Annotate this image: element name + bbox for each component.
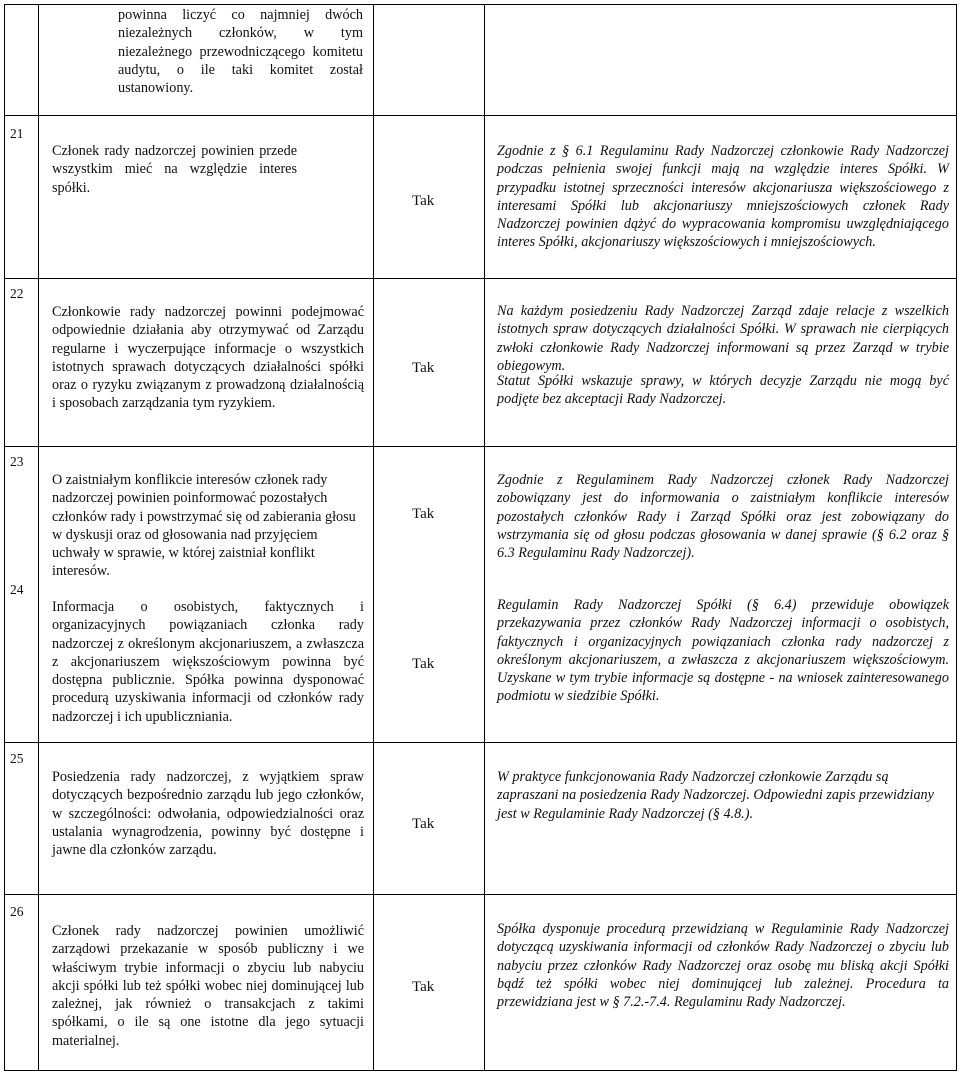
comment-text: Na każdym posiedzeniu Rady Nadzorczej Zarząd zdaje relacje z wszelkich istotnych spraw dotyczących działalności Spółki. W sprawach nie cierpiących zwłoki członkowie Rady Nadzorczej informowani są przez Zarząd w trybie obiegowym. — [497, 303, 949, 374]
row-number: 22 — [10, 286, 24, 301]
column-divider — [38, 4, 39, 1071]
compliance-status: Tak — [412, 360, 435, 376]
row-divider — [4, 446, 957, 447]
principle-text: Członkowie rady nadzorczej powinni podejmować odpowiednie działania aby otrzymywać od Zarządu regularne i wyczerpujące informacje o wszystkich istotnych sprawach dotyczących działalności spółki oraz o ryzyku związanym z prowadzoną działalnością i sposobach zarządzania tym ryzykiem. — [52, 304, 364, 412]
row-divider — [4, 742, 957, 743]
principle-text: O zaistniałym konflikcie interesów członek rady nadzorczej powinien poinformować pozostałych członków rady i powstrzymać się od zabierania głosu w dyskusji oraz od głosowania nad przyjęciem uchwały w sprawie, w której zaistniał konflikt interesów. — [52, 472, 356, 580]
comment-text: W praktyce funkcjonowania Rady Nadzorczej członkowie Zarządu są zapraszani na posiedzenia Rady Nadzorczej. Odpowiedni zapis przewidziany jest w Regulaminie Rady Nadzorczej (§ 4.8.). — [497, 769, 934, 822]
column-divider — [373, 4, 374, 1071]
principle-text: Informacja o osobistych, faktycznych i organizacyjnych powiązaniach członka rady nadzorczej z określonym akcjonariuszem, a zwłaszcza z akcjonariuszem większościowym powinna być dostępna publicznie. Spółka powinna dysponować procedurą uzyskiwania informacji od członków rady nadzorczej i ich upubliczniania. — [52, 599, 364, 725]
principle-text: powinna liczyć co najmniej dwóch niezależnych członków, w tym niezależnego przewodniczącego komitetu audytu, o ile taki komitet został ustanowiony. — [118, 7, 363, 97]
row-number: 21 — [10, 126, 24, 141]
compliance-status: Tak — [412, 979, 435, 995]
principle-text: Posiedzenia rady nadzorczej, z wyjątkiem spraw dotyczących bezpośrednio zarządu lub jego członków, w szczególności: odwołania, odpowiedzialności oraz ustalania wynagrodzenia, powinny być dostępne i jawne dla członków zarządu. — [52, 769, 364, 859]
principle-text: Członek rady nadzorczej powinien przede wszystkim mieć na względzie interes spółki. — [52, 143, 297, 196]
comment-text: Regulamin Rady Nadzorczej Spółki (§ 6.4) przewiduje obowiązek przekazywania przez członków Rady Nadzorczej informacji o osobistych, faktycznych i organizacyjnych powiązaniach członka rady nadzorczej z określonym akcjonariuszem, a zwłaszcza z akcjonariuszem większościowym. Uzyskane w tym trybie informacje są dostępne - na wniosek zainteresowanego podmiotu w siedzibie Spółki. — [497, 597, 949, 705]
compliance-status: Tak — [412, 193, 435, 209]
row-number: 26 — [10, 904, 24, 919]
column-divider — [484, 4, 485, 1071]
comment-text: Zgodnie z § 6.1 Regulaminu Rady Nadzorczej członkowie Rady Nadzorczej podczas pełnienia swojej funkcji mają na względzie interes Spółki. W przypadku istotnej sprzeczności interesów akcjonariusza większościowego z interesami Spółki lub akcjonariuszy mniejszościowych członek Rady Nadzorczej powinien dążyć do wypracowania kompromisu uwzględniającego interes Spółki, akcjonariuszy większościowych i mniejszościowych. — [497, 143, 949, 251]
compliance-status: Tak — [412, 816, 435, 832]
row-divider — [4, 1070, 957, 1071]
principle-text: Członek rady nadzorczej powinien umożliwić zarządowi przekazanie w sposób publiczny i we właściwym trybie informacji o zbyciu lub nabyciu akcji spółki lub też spółki wobec niej dominującej lub zależnej, jak również o transakcjach z takimi spółkami, o ile są one istotne dla jego sytuacji materialnej. — [52, 923, 364, 1049]
compliance-status: Tak — [412, 506, 435, 522]
comment-text: Statut Spółki wskazuje sprawy, w których decyzje Zarządu nie mogą być podjęte bez akceptacji Rady Nadzorczej. — [497, 373, 949, 408]
compliance-status: Tak — [412, 656, 435, 672]
row-number: 24 — [10, 582, 24, 597]
comment-text: Spółka dysponuje procedurą przewidzianą w Regulaminie Rady Nadzorczej dotyczącą uzyskiwania informacji od członków Rady Nadzorczej o zbyciu lub nabyciu przez członków Rady Nadzorczej oraz osobę mu bliską akcji Spółki bądź też spółki wobec niej dominującej lub zależnej. Procedura ta przewidziana jest w § 7.2.-7.4. Regulaminu Rady Nadzorczej. — [497, 921, 949, 1011]
comment-text: Zgodnie z Regulaminem Rady Nadzorczej członek Rady Nadzorczej zobowiązany jest do informowania o zaistniałym konflikcie interesów pozostałych członków Rady i Zarząd Spółki oraz jest zobowiązany do wstrzymania się od głosu podczas głosowania w danej sprawie (§ 6.2 oraz § 6.3 Regulaminu Rady Nadzorczej). — [497, 472, 949, 562]
row-number: 23 — [10, 454, 24, 469]
row-divider — [4, 4, 957, 5]
row-divider — [4, 115, 957, 116]
row-number: 25 — [10, 751, 24, 766]
column-divider — [4, 4, 5, 1071]
row-divider — [4, 278, 957, 279]
row-divider — [4, 894, 957, 895]
column-divider — [956, 4, 957, 1071]
